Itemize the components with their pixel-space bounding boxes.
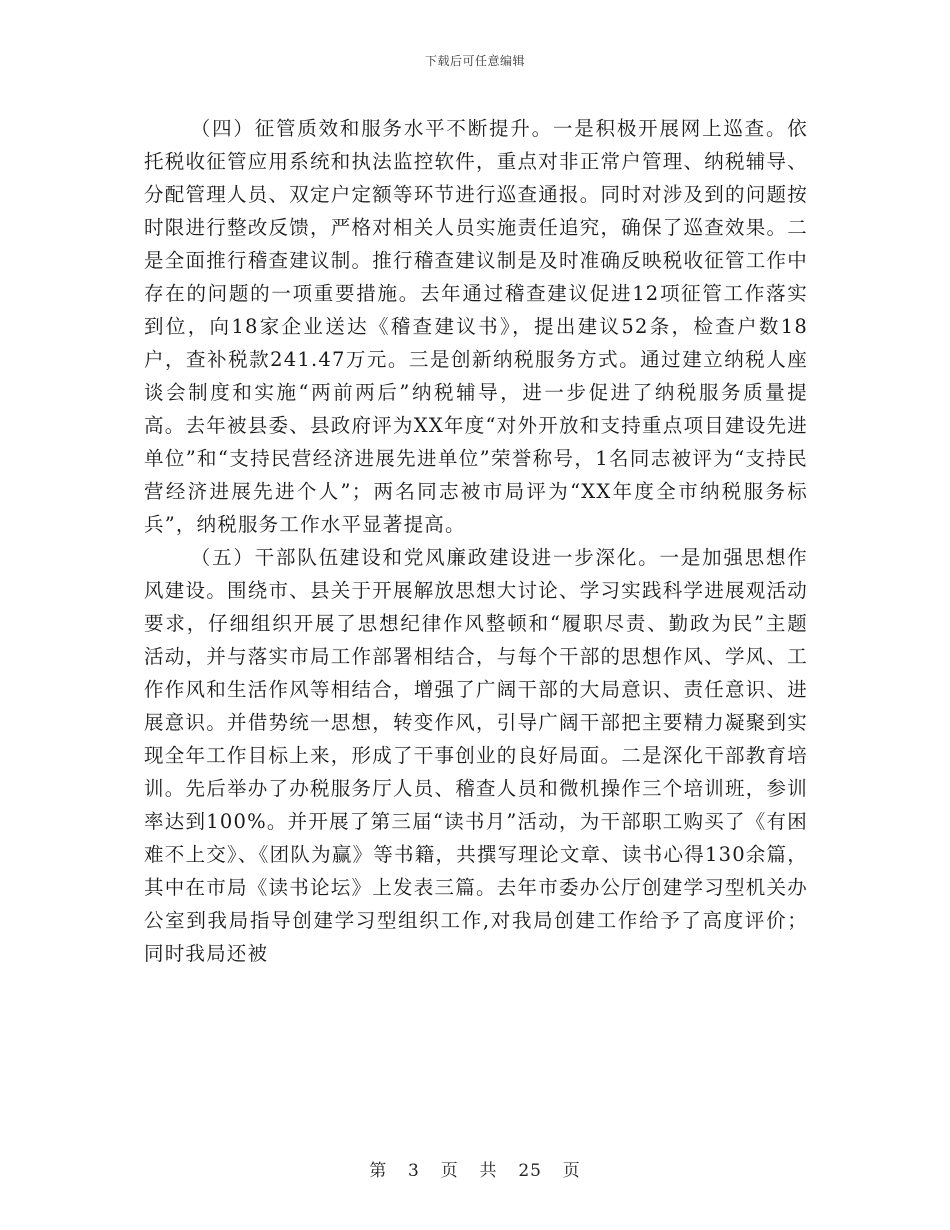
paragraph-five: （五）干部队伍建设和党风廉政建设进一步深化。一是加强思想作风建设。围绕市、县关于开展解放思想大讨论、学习实践科学进展观活动要求，仔细组织开展了思想纪律作风整顿和“履职尽责、勤政为民”主题活动，并与落实市局工作部署相结合，与每个干部的思想作风、学风、工作作风和生活作风等相结合，增强了广阔干部的大局意识、责任意识、进展意识。并借势统一思想，转变作风，引导广阔干部把主要精力凝聚到实现全年工作目标上来，形成了干事创业的良好局面。二是深化干部教育培训。先后举办了办税服务厅人员、稽查人员和微机操作三个培训班，参训率达到100%。并开展了第三届“读书月”活动，为干部职工购买了《有困难不上交》、《团队为赢》等书籍，共撰写理论文章、读书心得130余篇，其中在市局《读书论坛》上发表三篇。去年市委办公厅创建学习型机关办公室到我局指导创建学习型组织工作,对我局创建工作给予了高度评价；同时我局还被: [144, 546, 808, 965]
document-body: [144, 112, 808, 970]
footer-prefix: 第: [369, 1161, 388, 1181]
footer-suffix: 页: [562, 1161, 581, 1181]
paragraph-four: （四）征管质效和服务水平不断提升。一是积极开展网上巡查。依托税收征管应用系统和执法监控软件，重点对非正常户管理、纳税辅导、分配管理人员、双定户定额等环节进行巡查通报。同时对涉及到的问题按时限进行整改反馈，严格对相关人员实施责任追究，确保了巡查效果。二是全面推行稽查建议制。推行稽查建议制是及时准确反映税收征管工作中存在的问题的一项重要措施。去年通过稽查建议促进12项征管工作落实到位，向18家企业送达《稽查建议书》，提出建议52条，检查户数18户，查补税款241.47万元。三是创新纳税服务方式。通过建立纳税人座谈会制度和实施“两前两后”纳税辅导，进一步促进了纳税服务质量提高。去年被县委、县政府评为XX年度“对外开放和支持重点项目建设先进单位”和“支持民营经济进展先进单位”荣誉称号，1名同志被评为“支持民营经济进展先进个人”；两名同志被市局评为“XX年度全市纳税服务标兵”，纳税服务工作水平显著提高。: [144, 117, 808, 536]
footer-current-page: 3: [408, 1161, 420, 1181]
footer-total-word: 共: [479, 1161, 498, 1181]
footer-total-pages: 25: [518, 1161, 542, 1181]
footer-page-word: 页: [440, 1161, 459, 1181]
page-footer: [0, 1156, 950, 1181]
page-header: 下载后可任意编辑: [424, 54, 525, 68]
